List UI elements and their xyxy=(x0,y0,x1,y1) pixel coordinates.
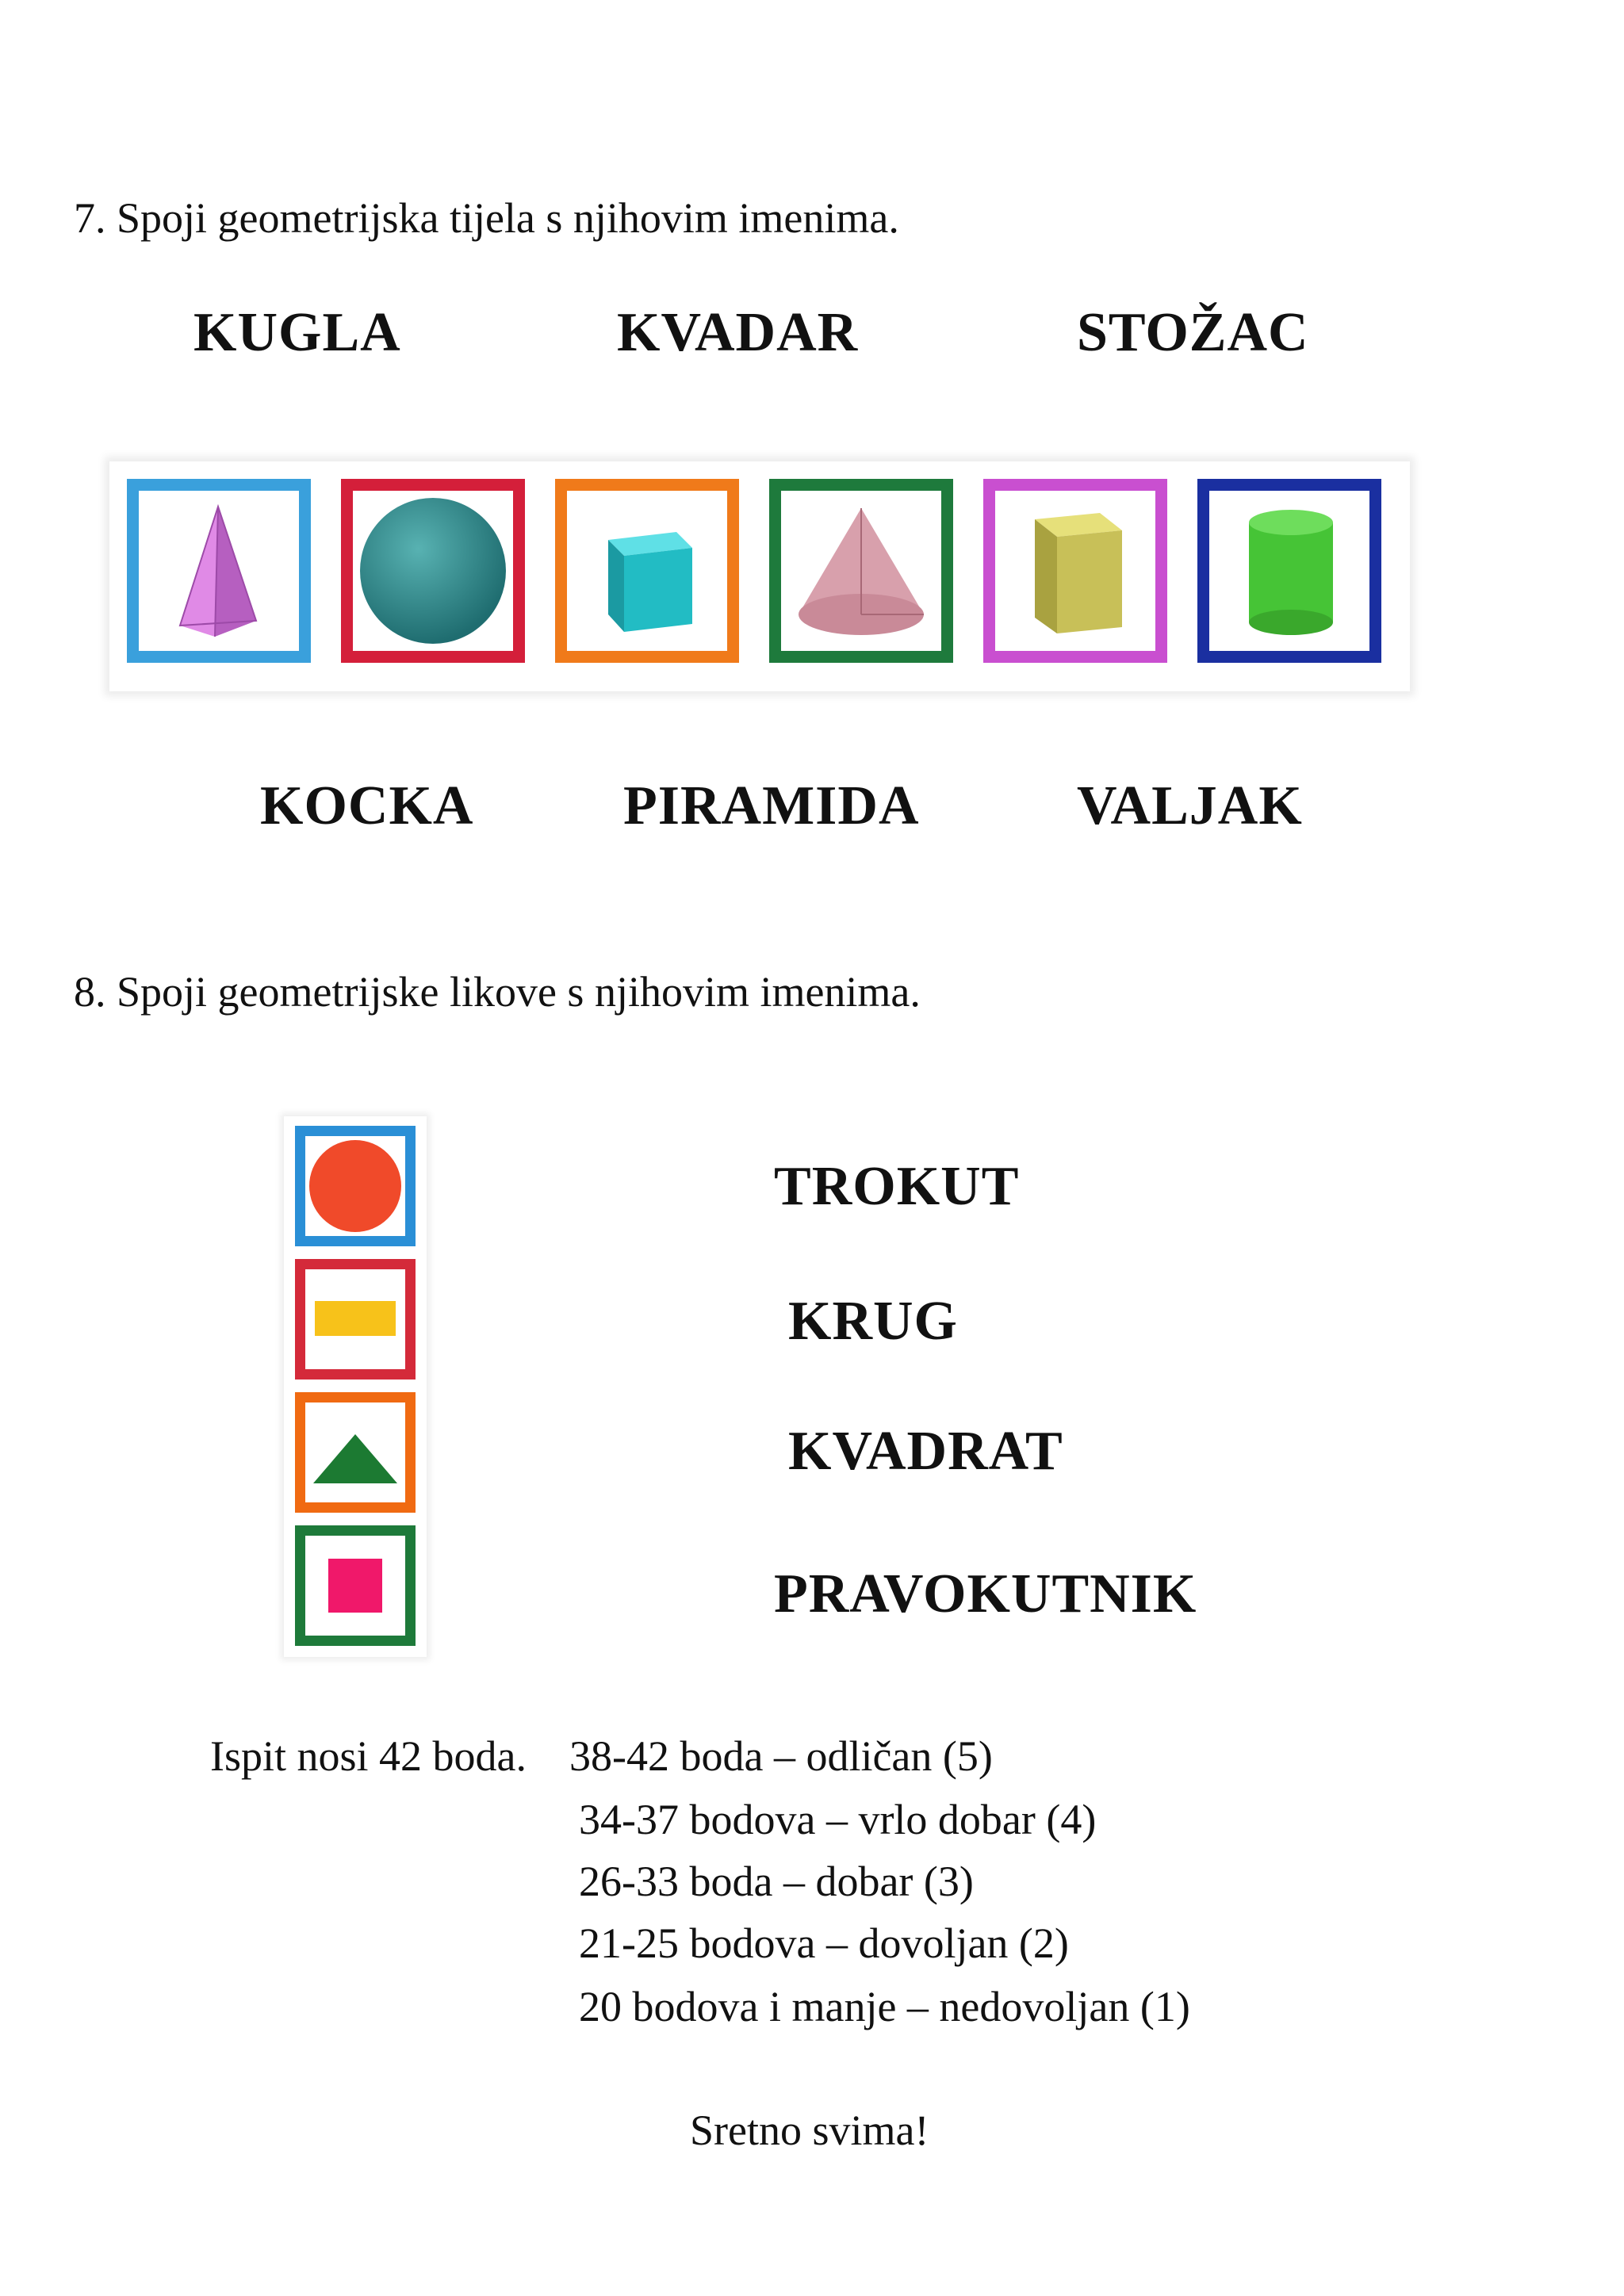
closing-wish: Sretno svima! xyxy=(690,2107,929,2154)
tile-cuboid xyxy=(983,479,1167,663)
name-valjak: VALJAK xyxy=(1077,775,1303,836)
tile-rectangle xyxy=(295,1259,416,1380)
name-kvadrat: KVADRAT xyxy=(788,1421,1063,1482)
tile-pyramid xyxy=(127,479,311,663)
name-pravokutnik: PRAVOKUTNIK xyxy=(774,1563,1197,1624)
cube-icon xyxy=(567,491,727,651)
name-kvadar: KVADAR xyxy=(617,302,859,363)
task-7-instruction: 7. Spoji geometrijska tijela s njihovim imenima. xyxy=(74,194,899,242)
solids-strip xyxy=(109,461,1410,691)
cuboid-icon xyxy=(995,491,1155,651)
name-stozac: STOŽAC xyxy=(1077,302,1309,363)
circle-icon xyxy=(305,1136,405,1236)
grade-line-1: 20 bodova i manje – nedovoljan (1) xyxy=(579,1983,1190,2030)
shapes-column xyxy=(284,1116,427,1657)
grade-line-3: 26-33 boda – dobar (3) xyxy=(579,1858,974,1905)
name-trokut: TROKUT xyxy=(774,1156,1020,1217)
rectangle-icon xyxy=(305,1269,405,1369)
pyramid-icon xyxy=(139,491,299,651)
tile-triangle xyxy=(295,1392,416,1513)
tile-square xyxy=(295,1525,416,1646)
grading-intro: Ispit nosi 42 boda. xyxy=(210,1732,527,1780)
tile-cone xyxy=(769,479,953,663)
name-kocka: KOCKA xyxy=(260,775,474,836)
triangle-icon xyxy=(305,1402,405,1502)
tile-cube xyxy=(555,479,739,663)
grade-line-2: 21-25 bodova – dovoljan (2) xyxy=(579,1919,1069,1967)
tile-sphere xyxy=(341,479,525,663)
tile-cylinder xyxy=(1197,479,1381,663)
square-icon xyxy=(305,1536,405,1636)
task-8-instruction: 8. Spoji geometrijske likove s njihovim imenima. xyxy=(74,968,921,1016)
name-kugla: KUGLA xyxy=(193,302,401,363)
name-krug: KRUG xyxy=(788,1291,958,1352)
grade-line-5: 38-42 boda – odličan (5) xyxy=(569,1732,993,1780)
cone-icon xyxy=(781,491,941,651)
cylinder-icon xyxy=(1209,491,1369,651)
grade-line-4: 34-37 bodova – vrlo dobar (4) xyxy=(579,1796,1097,1843)
sphere-icon xyxy=(353,491,513,651)
name-piramida: PIRAMIDA xyxy=(623,775,920,836)
tile-circle xyxy=(295,1126,416,1246)
